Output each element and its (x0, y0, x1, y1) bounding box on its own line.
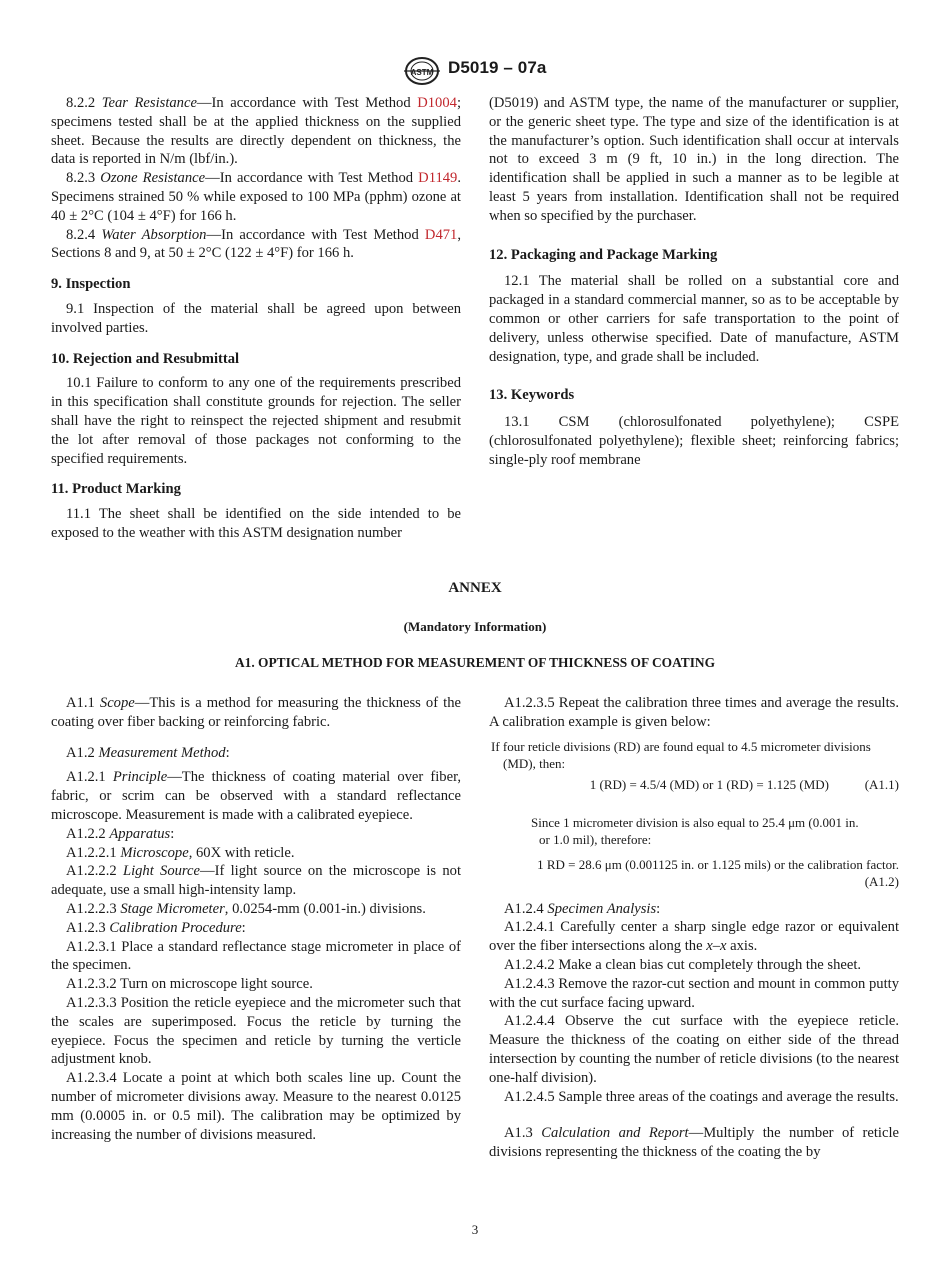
micrometer-note: Since 1 micrometer division is also equal to 25.4 μm (0.001 in. or 1.0 mil), therefore: (531, 814, 859, 847)
para-a1-2: A1.2 Measurement Method: (66, 744, 230, 761)
para-a1-1: A1.1 Scope—This is a method for measuring the thickness of the coating over fiber backing or reinforcing fabric. (51, 695, 461, 730)
para-10-1: 10.1 Failure to conform to any one of the requirements prescribed in this specification shall constitute grounds for rejection. The seller shall have the right to reinspect the rejected shipment and resubmit the lot after removal of those packages not conforming to the specified requirements. (51, 375, 461, 467)
para-a1-3: A1.3 Calculation and Report—Multiply the number of reticle divisions representing the thickness of the coating the by (489, 1125, 900, 1161)
para-a1-2-3: A1.2.3 Calibration Procedure: (66, 919, 246, 936)
para-a1-2-3-2: A1.2.3.2 Turn on microscope light source. (66, 976, 313, 993)
para-a1-2-3-3: A1.2.3.3 Position the reticle eyepiece and the micrometer such that the scales are superimposed. Focus the reticle by turning the eyepiece. Focus the specimen and reticle by turning the verticle adjustment knob. (51, 994, 461, 1068)
para-a1-2-4: A1.2.4 Specimen Analysis: (504, 900, 661, 917)
link-d471[interactable]: D471 (424, 226, 458, 243)
heading-10: 10. Rejection and Resubmittal (51, 350, 240, 367)
annex-subtitle: (Mandatory Information) (403, 619, 547, 634)
calibration-example-intro: If four reticle divisions (RD) are found equal to 4.5 micrometer divisions (MD), then: (491, 738, 871, 771)
annex-heading: A1. OPTICAL METHOD FOR MEASUREMENT OF THICKNESS OF COATING (234, 655, 715, 670)
para-a1-2-4-3: A1.2.4.3 Remove the razor-cut section and mount in common putty with the cut surface facing upward. (489, 975, 899, 1011)
para-a1-2-2-1: A1.2.2.1 Microscope, 60X with reticle. (66, 844, 295, 861)
para-13-1: 13.1 CSM (chlorosulfonated polyethylene); CSPE (chlorosulfonated polyethylene); flexible sheet; reinforcing fabrics; single-ply roof membrane (489, 414, 899, 468)
astm-logo (402, 56, 442, 86)
left-column-top (51, 94, 461, 543)
para-a1-2-3-5: A1.2.3.5 Repeat the calibration three times and average the results. A calibration example is given below: (489, 695, 899, 730)
para-11-1: 11.1 The sheet shall be identified on the side intended to be exposed to the weather with this ASTM designation number (51, 506, 461, 541)
para-11-1-continued: (D5019) and ASTM type, the name of the manufacturer or supplier, or the generic sheet type. The type and size of the identification is at the manufacturer’s option. Such identification shall occur at intervals not to exceed 3 m (9 ft, 10 in.) in the long direction. The identification shall be applied in such a manner as to be legible at least 5 years from installation. Identification shall not be required when so specified by the purchaser. (489, 95, 899, 224)
right-column-top (489, 94, 899, 470)
para-a1-2-1: A1.2.1 Principle—The thickness of coating material over fiber, fabric, or scrim can be observed with a standard reflectance microscope. Measurement is made with a calibrated eyepiece. (51, 769, 462, 823)
para-a1-2-4-4: A1.2.4.4 Observe the cut surface with the eyepiece reticle. Measure the thickness of the coating on either side of the thread intersection by counting the number of reticle divisions (to the nearest one-half division). (489, 1013, 899, 1086)
para-a1-2-2-2: A1.2.2.2 Light Source—If light source on the microscope is not adequate, use a small high-intensity lamp. (51, 863, 462, 899)
para-a1-2-4-2: A1.2.4.2 Make a clean bias cut completely through the sheet. (504, 956, 862, 973)
equation-a1-1-text: 1 (RD) = 4.5/4 (MD) or 1 (RD) = 1.125 (MD) (589, 776, 829, 792)
page-number: 3 (471, 1222, 479, 1237)
left-column-bottom (51, 694, 461, 1144)
para-a1-2-3-1: A1.2.3.1 Place a standard reflectance stage micrometer in place of the specimen. (51, 938, 461, 974)
annex-title: ANNEX (448, 580, 502, 596)
svg-text:ASTM: ASTM (410, 68, 434, 77)
para-a1-2-4-1: A1.2.4.1 Carefully center a sharp single edge razor or equivalent over the fiber intersections along the x–x axis. (489, 919, 899, 955)
heading-9: 9. Inspection (51, 276, 131, 293)
para-a1-2-3-4: A1.2.3.4 Locate a point at which both scales line up. Count the number of micrometer divisions away. Measure to the nearest 0.0125 mm (0.0005 in. or 0.5 mil). The calibration may be optimized by increasing the number of divisions measured. (51, 1070, 461, 1143)
document-id: D5019 – 07a (448, 58, 547, 77)
equation-a1-1 (489, 776, 899, 796)
equation-a1-1-number: (A1.1) (864, 776, 899, 792)
para-8-2-4: 8.2.4 Water Absorption—In accordance with Test Method D471, Sections 8 and 9, at 50 ± 2°C (122 ± 4°F) for 166 h. (51, 226, 462, 262)
para-a1-2-4-5: A1.2.4.5 Sample three areas of the coatings and average the results. (504, 1088, 899, 1105)
heading-13: 13. Keywords (489, 387, 575, 404)
para-12-1: 12.1 The material shall be rolled on a substantial core and packaged in a standard commercial manner, so as to be acceptable by common or other carriers for safe transportation to the point of delivery, unless otherwise specified. Date of manufacture, ASTM designation, type, and grade shall be included. (489, 273, 899, 365)
para-8-2-2: 8.2.2 Tear Resistance—In accordance with Test Method D1004; specimens tested shall be at the applied thickness on the supplied sheet. Because the results are directly dependent on thickness, the data is reported in N/m (lbf/in.). (51, 95, 461, 168)
equation-a1-2-text: 1 RD = 28.6 μm (0.001125 in. or 1.125 mils) or the calibration factor. (537, 856, 899, 872)
link-d1149[interactable]: D1149 (418, 170, 458, 187)
equation-a1-2-number: (A1.2) (864, 873, 899, 889)
para-8-2-3: 8.2.3 Ozone Resistance—In accordance with Test Method D1149. Specimens strained 50 % while exposed to 100 MPa (pphm) ozone at 40 ± 2°C (104 ± 4°F) for 166 h. (51, 170, 462, 224)
page-header (0, 56, 950, 86)
link-d1004[interactable]: D1004 (417, 95, 457, 111)
para-a1-2-2: A1.2.2 Apparatus: (66, 825, 175, 842)
right-column-bottom (489, 694, 899, 1162)
heading-11: 11. Product Marking (51, 481, 181, 498)
para-9-1: 9.1 Inspection of the material shall be agreed upon between involved parties. (51, 300, 461, 336)
heading-12: 12. Packaging and Package Marking (489, 246, 718, 263)
para-a1-2-2-3: A1.2.2.3 Stage Micrometer, 0.0254-mm (0.001-in.) divisions. (66, 900, 426, 917)
